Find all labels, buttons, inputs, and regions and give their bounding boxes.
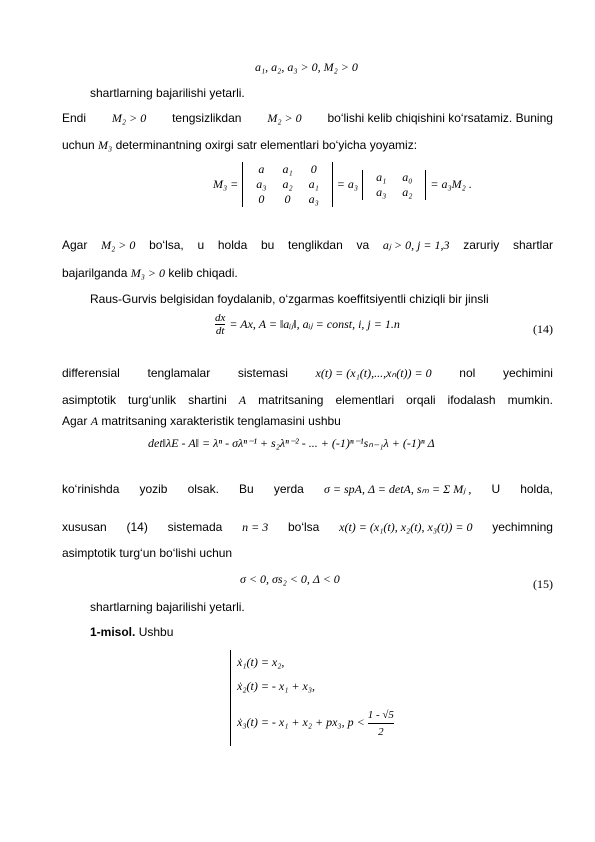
text: holda xyxy=(217,238,248,252)
text: ifodalash xyxy=(447,393,496,407)
determinant-equation xyxy=(213,162,472,207)
system-equation-2: ẋ₂(t) = - x₁ + x₃, xyxy=(237,679,316,693)
text: Agar xyxy=(62,238,88,252)
matrix-cell: a₁ xyxy=(308,177,319,191)
text: matritsaning xyxy=(258,393,324,407)
text: yechimini xyxy=(502,366,553,380)
paragraph-6-line-2 xyxy=(62,520,553,535)
example-text: Ushbu xyxy=(138,625,174,639)
inline-formula: σ = spA, Δ = detA, sₘ = Σ Mⱼ , xyxy=(323,482,472,496)
matrix-cell: 0 xyxy=(258,192,265,206)
denominator: dt xyxy=(215,325,225,337)
text: bajarilganda xyxy=(62,266,128,280)
text: sistemada xyxy=(167,520,223,534)
text: bo‘lsa, xyxy=(149,238,184,252)
inline-formula: A xyxy=(90,414,99,428)
paragraph-3-line-1 xyxy=(62,238,553,253)
text: kelib chiqadi. xyxy=(168,266,238,280)
example-label: 1-misol. xyxy=(90,625,136,639)
system-equation-1: ẋ₁(t) = x₂, xyxy=(237,655,285,669)
equation-number-15: (15) xyxy=(533,577,553,591)
text: yozib xyxy=(139,482,168,496)
inline-formula: A xyxy=(238,393,247,407)
inline-formula: n = 3 xyxy=(242,520,269,534)
matrix-cell: a₂ xyxy=(282,177,293,191)
matrix-cell: a₀ xyxy=(402,169,413,184)
matrix-cell: a₁ xyxy=(376,169,387,184)
text: bo‘lsa xyxy=(287,520,320,534)
system-equation-3 xyxy=(237,698,394,746)
text: shartini xyxy=(188,393,227,407)
equation-14 xyxy=(215,312,400,337)
example-heading xyxy=(90,625,173,639)
paragraph-2-line-2 xyxy=(62,138,417,153)
text: Endi xyxy=(62,111,87,125)
matrix-cell: a xyxy=(258,162,265,176)
text: xususan xyxy=(62,520,107,534)
text: tenglikdan xyxy=(288,238,343,252)
equation-body: ẋ₃(t) = - x₁ + x₂ + px₃, p < xyxy=(237,715,365,729)
equation-lhs: M₃ = xyxy=(213,177,239,191)
paragraph-3-line-2 xyxy=(62,266,238,281)
paragraph-6-line-3: asimptotik turg‘un bo‘lishi uchun xyxy=(62,546,233,560)
equation-rhs: = a₃M₂ . xyxy=(430,177,472,191)
text: nol xyxy=(459,366,476,380)
inline-formula: M₃ > 0 xyxy=(130,266,165,280)
text: bu xyxy=(260,238,275,252)
paragraph-2-line-1 xyxy=(62,111,553,126)
fraction xyxy=(368,707,394,740)
condition-formula: a₁, a₂, a₃ > 0, M₂ > 0 xyxy=(255,60,358,74)
text: yerda xyxy=(273,482,304,496)
numerator: dx xyxy=(215,312,226,324)
equation-body: = Ax, A = ‖aᵢⱼ‖, aᵢⱼ = const, i, j = 1.n xyxy=(229,317,400,331)
text: tengsizlikdan xyxy=(172,111,242,125)
inline-formula: M₂ > 0 xyxy=(111,111,147,125)
text: mumkin. xyxy=(507,393,553,407)
denominator: 2 xyxy=(378,725,384,738)
text: turg‘unlik xyxy=(128,393,177,407)
inline-formula: M₂ > 0 xyxy=(267,111,302,125)
matrix-3x3 xyxy=(242,162,333,207)
paragraph-5-line-1 xyxy=(62,366,553,381)
text: yechimning xyxy=(492,520,553,534)
paragraph-5-line-3 xyxy=(62,414,341,429)
paragraph-6-line-1 xyxy=(62,482,553,497)
characteristic-equation: det‖λE - A‖ = λⁿ - σλⁿ⁻¹ + s₂λⁿ⁻² - ... + (-1)ⁿ⁻¹sₙ₋₁λ + (-1)ⁿ Δ xyxy=(148,436,435,450)
text: determinantning oxirgi satr elementlari bo‘yicha yoyamiz: xyxy=(115,138,418,152)
text: Agar xyxy=(62,414,88,428)
text: uchun xyxy=(62,138,95,152)
matrix-cell: a₃ xyxy=(376,184,387,199)
text: holda, xyxy=(520,482,553,496)
equation-number-14: (14) xyxy=(533,322,553,336)
text: shartlar xyxy=(512,238,553,252)
text: va xyxy=(356,238,370,252)
matrix-cell: 0 xyxy=(284,192,291,206)
matrix-cell: a₁ xyxy=(282,162,293,176)
inline-formula: x(t) = (x₁(t),...,xₙ(t)) = 0 xyxy=(315,366,432,380)
text: elementlari xyxy=(335,393,395,407)
text: differensial xyxy=(62,366,120,380)
text: u xyxy=(197,238,205,252)
text: tenglamalar xyxy=(147,366,211,380)
text: (14) xyxy=(126,520,148,534)
paragraph-7: shartlarning bajarilishi yetarli. xyxy=(90,600,245,614)
matrix-2x2 xyxy=(362,170,426,200)
text: ko‘rinishda xyxy=(62,482,120,496)
text: matritsaning xarakteristik tenglamasini ushbu xyxy=(101,414,341,428)
equation-system xyxy=(230,650,394,746)
text: sistemasi xyxy=(237,366,288,380)
paragraph-1: shartlarning bajarilishi yetarli. xyxy=(90,86,245,100)
text: Bu xyxy=(239,482,254,496)
text: zaruriy xyxy=(463,238,500,252)
inline-formula: x(t) = (x₁(t), x₂(t), x₃(t)) = 0 xyxy=(339,520,473,534)
inline-formula: M₃ xyxy=(98,138,113,152)
derivative-fraction xyxy=(215,312,225,337)
paragraph-4: Raus-Gurvis belgisidan foydalanib, o‘zgarmas koeffitsiyentli chiziqli bir jinsli xyxy=(90,292,489,306)
matrix-cell: a₃ xyxy=(256,177,267,191)
equation-mid: = a₃ xyxy=(336,177,359,191)
inline-formula: aⱼ > 0, j = 1,3 xyxy=(382,238,450,252)
equation-15: σ < 0, σs₂ < 0, Δ < 0 xyxy=(240,572,340,586)
inline-formula: M₂ > 0 xyxy=(101,238,136,252)
text: olsak. xyxy=(187,482,219,496)
paragraph-5-line-2 xyxy=(62,393,553,408)
matrix-cell: a₃ xyxy=(308,192,319,206)
text: bo‘lishi kelib chiqishini ko‘rsatamiz. Buning xyxy=(327,111,553,125)
matrix-cell: 0 xyxy=(310,162,317,176)
matrix-cell: a₂ xyxy=(402,184,413,199)
numerator: 1 - √5 xyxy=(368,707,394,724)
text: asimptotik xyxy=(62,393,117,407)
text: U xyxy=(491,482,501,496)
text: orqali xyxy=(406,393,436,407)
